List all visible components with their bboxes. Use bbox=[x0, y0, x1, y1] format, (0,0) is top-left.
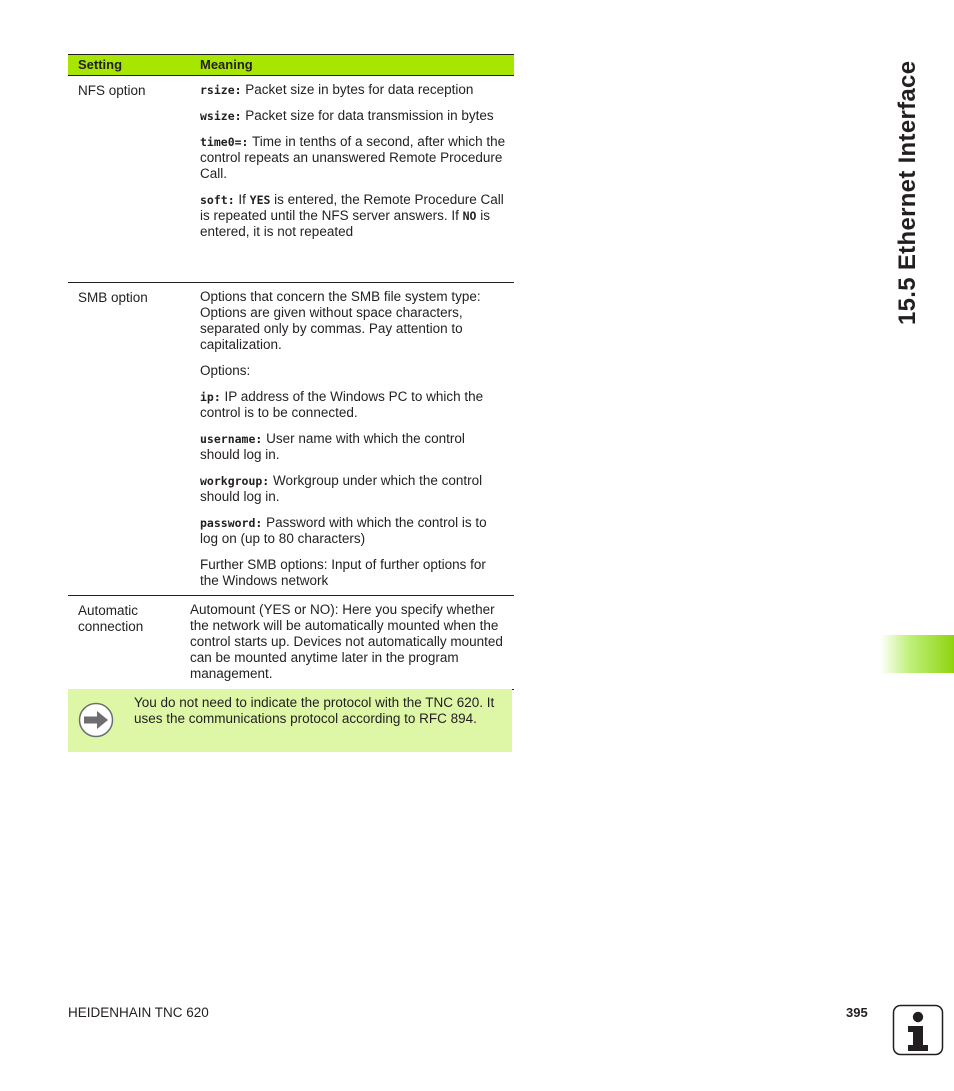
meaning-automatic-connection bbox=[190, 602, 514, 689]
note-text: You do not need to indicate the protocol with the TNC 620. It uses the communications protocol according to RFC 894. bbox=[134, 695, 495, 726]
table-header bbox=[68, 54, 514, 76]
automount-text: Automount (YES or NO): Here you specify whether the network will be automatically mounted when the control starts up. Devices not automatically mounted can be mounted anytime later in the program management. bbox=[190, 602, 503, 681]
chapter-tab bbox=[880, 635, 954, 673]
smb-further: Further SMB options: Input of further options for the Windows network bbox=[200, 557, 486, 588]
table-row-smb bbox=[68, 283, 514, 596]
smb-username: username: User name with which the control should log in. bbox=[200, 431, 465, 462]
table-row-nfs bbox=[68, 76, 514, 283]
nfs-soft: soft: If YES is entered, the Remote Procedure Call is repeated until the NFS server answers. If NO is entered, it is not repeated bbox=[200, 192, 504, 239]
page-number: 395 bbox=[846, 1005, 868, 1020]
setting-smb: SMB option bbox=[78, 290, 148, 305]
meaning-nfs bbox=[200, 82, 514, 282]
setting-nfs: NFS option bbox=[78, 83, 146, 98]
nfs-wsize: wsize: Packet size for data transmission in bytes bbox=[200, 108, 494, 123]
smb-intro: Options that concern the SMB file system type: Options are given without space characters, separated only by commas. Pay attention to capitalization. bbox=[200, 289, 481, 352]
smb-password: password: Password with which the control is to log on (up to 80 characters) bbox=[200, 515, 487, 546]
nfs-time0: time0=: Time in tenths of a second, after which the control repeats an unanswered Remote Procedure Call. bbox=[200, 134, 506, 181]
nfs-rsize: rsize: Packet size in bytes for data reception bbox=[200, 82, 474, 97]
table-row-automatic-connection bbox=[68, 596, 514, 690]
footer-manual-name: HEIDENHAIN TNC 620 bbox=[68, 1005, 209, 1020]
smb-ip: ip: IP address of the Windows PC to which the control is to be connected. bbox=[200, 389, 484, 420]
note-box bbox=[68, 689, 512, 752]
settings-table bbox=[68, 54, 514, 690]
header-setting: Setting bbox=[78, 57, 123, 72]
smb-workgroup: workgroup: Workgroup under which the control should log in. bbox=[200, 473, 483, 504]
meaning-smb bbox=[200, 289, 514, 595]
setting-automatic-connection: Automatic connection bbox=[78, 603, 144, 634]
header-meaning: Meaning bbox=[200, 57, 253, 72]
info-icon bbox=[892, 1004, 944, 1056]
arrow-right-icon bbox=[78, 702, 114, 738]
section-title: 15.5 Ethernet Interface bbox=[894, 60, 921, 325]
smb-options-label: Options: bbox=[200, 363, 251, 378]
